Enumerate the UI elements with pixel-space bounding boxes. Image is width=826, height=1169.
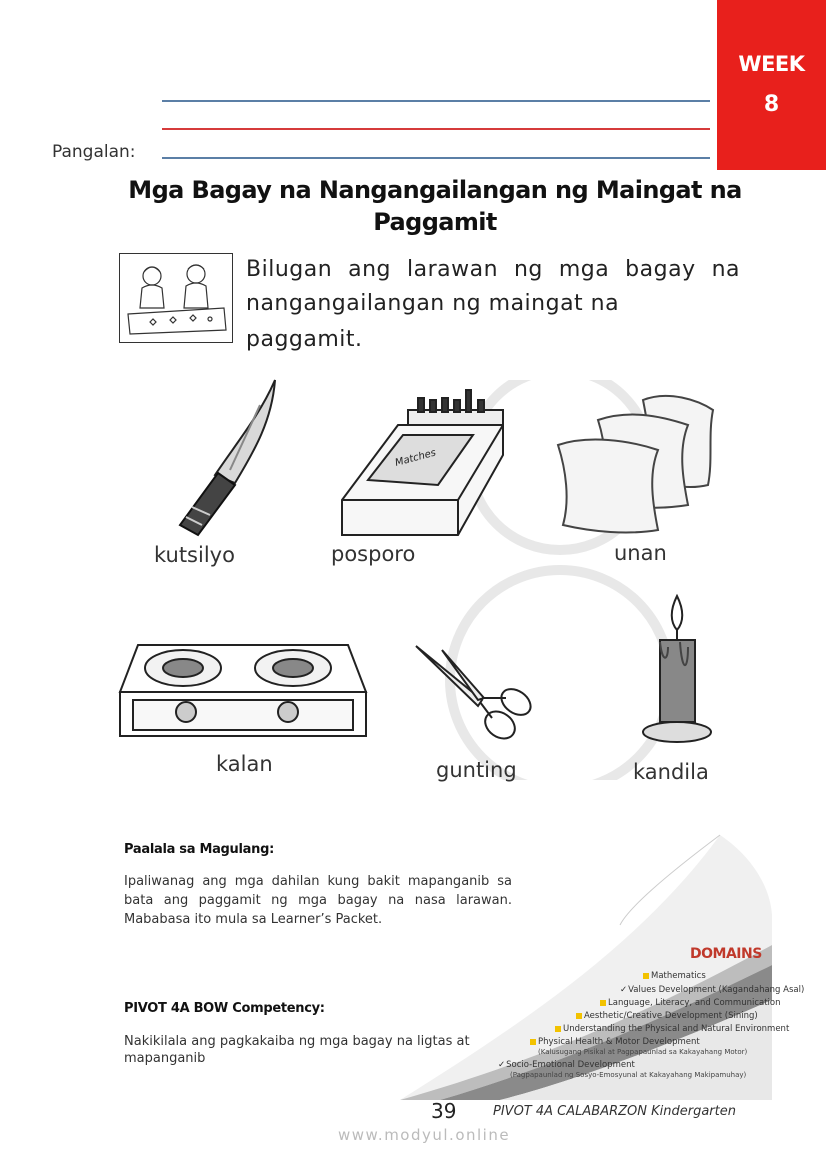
item-label-gunting: gunting <box>436 758 517 782</box>
domain-sub: (Kalusugang Pisikal at Pagpapaunlad sa Kakayahang Motor) <box>538 1048 748 1056</box>
week-badge <box>717 0 826 170</box>
matchbox-icon[interactable] <box>338 380 518 540</box>
domain-marker-icon <box>600 1000 606 1006</box>
name-line-top <box>162 100 710 102</box>
check-icon: ✓ <box>498 1060 506 1070</box>
item-label-posporo: posporo <box>331 542 416 566</box>
pillow-icon[interactable] <box>548 390 718 540</box>
domain-item: Language, Literacy, and Communication <box>600 998 781 1008</box>
page-number: 39 <box>431 1099 457 1123</box>
domain-item: ✓Socio-Emotional Development <box>498 1060 635 1070</box>
week-label: WEEK <box>738 52 805 76</box>
domain-marker-icon <box>530 1039 536 1045</box>
check-icon: ✓ <box>620 985 628 995</box>
knife-icon[interactable] <box>160 375 290 540</box>
children-activity-icon <box>119 253 233 343</box>
domains-title: DOMAINS <box>690 946 762 962</box>
competency-body: Nakikilala ang pagkakaiba ng mga bagay na ligtas at mapanganib <box>124 1034 470 1066</box>
domain-marker-icon <box>643 973 649 979</box>
parent-note-title: Paalala sa Magulang: <box>124 842 275 857</box>
matchbox-text: Matches <box>393 447 438 469</box>
item-label-unan: unan <box>614 541 667 565</box>
domain-sub: (Pagpapaunlad ng Sosyo-Emosyunal at Kakayahang Makipamuhay) <box>510 1071 747 1079</box>
domain-item: Understanding the Physical and Natural Environment <box>555 1024 789 1034</box>
competency-title: PIVOT 4A BOW Competency: <box>124 1001 325 1016</box>
domain-marker-icon <box>555 1026 561 1032</box>
parent-note-body: Ipaliwanag ang mga dahilan kung bakit mapanganib sa bata ang paggamit ng mga bagay na nasa larawan. Mababasa ito mula sa Learner’s Packet. <box>124 874 512 927</box>
stove-icon[interactable] <box>118 640 368 740</box>
domain-item: ✓Values Development (Kagandahang Asal) <box>620 985 805 995</box>
week-number: 8 <box>763 92 780 117</box>
instruction-line-1: Bilugan ang larawan ng mga bagay na <box>246 257 740 282</box>
name-line-middle <box>162 128 710 130</box>
domain-item: Physical Health & Motor Development <box>530 1037 700 1047</box>
item-label-kutsilyo: kutsilyo <box>154 543 235 567</box>
name-label: Pangalan: <box>52 142 136 162</box>
domain-item: Aesthetic/Creative Development (Sining) <box>576 1011 758 1021</box>
domain-marker-icon <box>576 1013 582 1019</box>
site-watermark: www.modyul.online <box>338 1126 511 1144</box>
item-label-kalan: kalan <box>216 752 273 776</box>
item-label-kandila: kandila <box>633 760 709 784</box>
instruction-line-2: nangangailangan ng maingat na paggamit. <box>246 291 620 352</box>
scissors-icon[interactable] <box>412 640 542 750</box>
domain-item: Mathematics <box>643 971 706 981</box>
name-line-bottom[interactable] <box>162 157 710 159</box>
footer-series: PIVOT 4A CALABARZON Kindergarten <box>493 1104 736 1119</box>
candle-icon[interactable] <box>640 592 720 752</box>
worksheet-title: Mga Bagay na Nangangailangan ng Maingat na Paggamit <box>128 176 742 236</box>
